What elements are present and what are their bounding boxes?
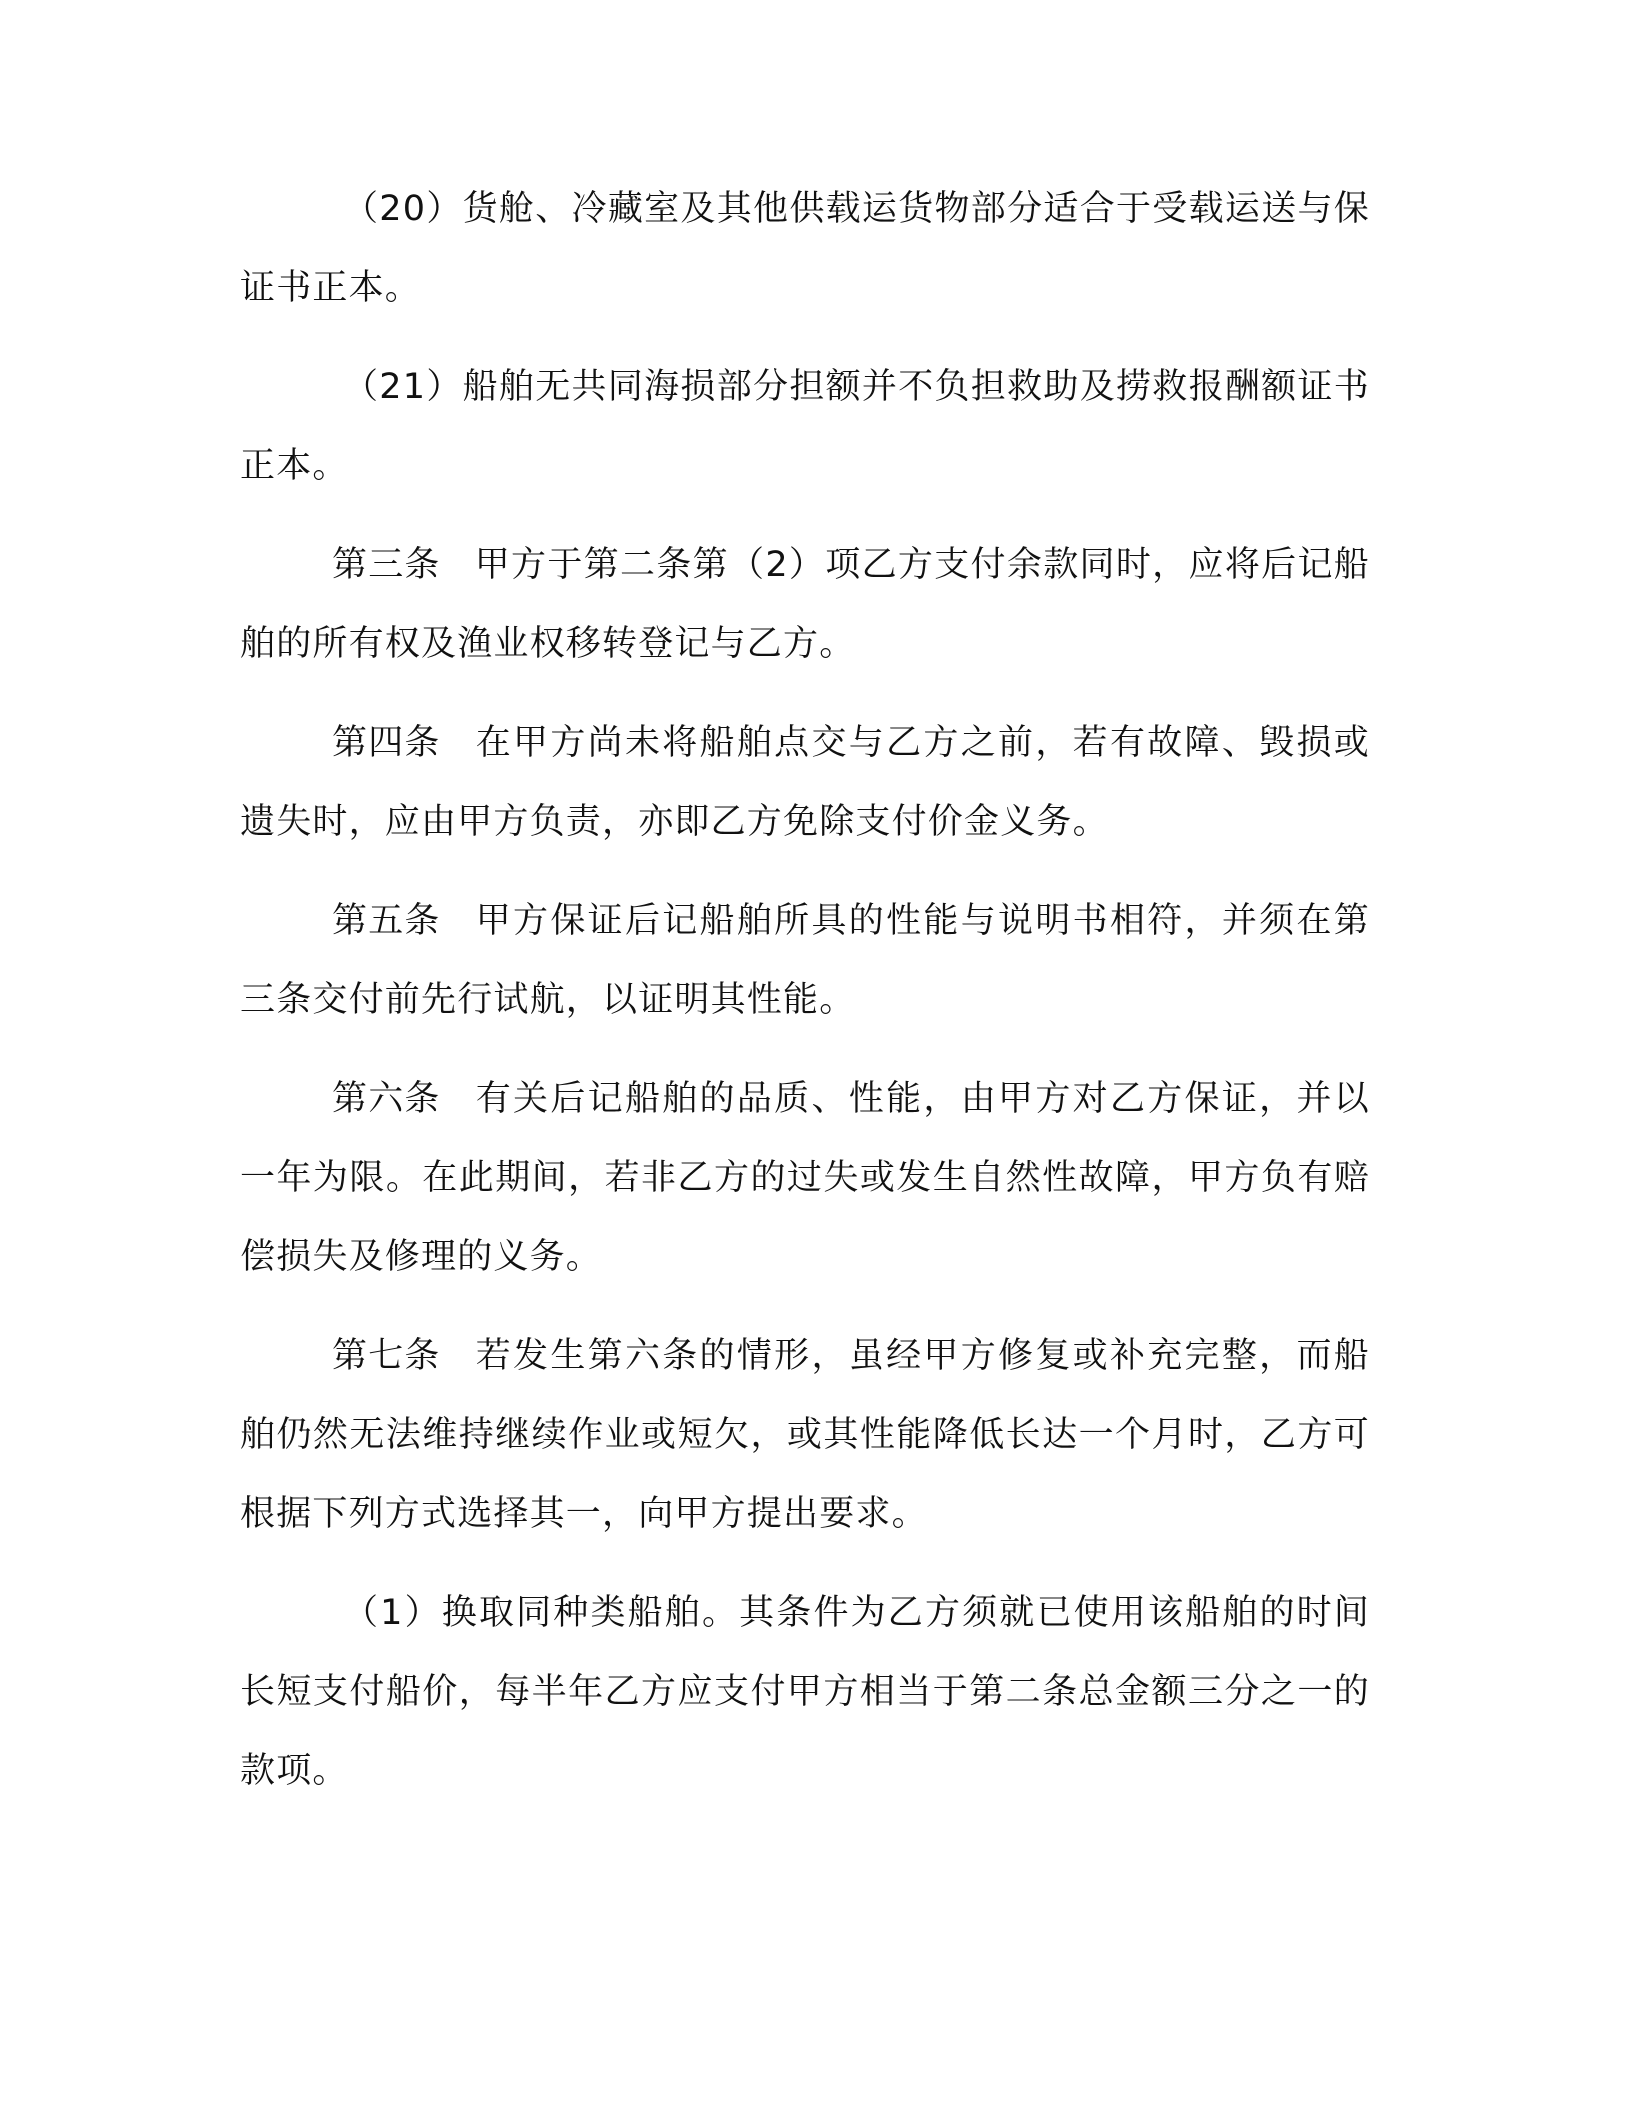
article-6-label: 第六条 <box>332 1079 441 1119</box>
item-20-text: （20）货舱、冷藏室及其他供载运货物部分适合于受载运送与保证书正本。 <box>240 189 1370 308</box>
article-3-text: 甲方于第二条第（2）项乙方支付余款同时，应将后记船舶的所有权及渔业权移转登记与乙方。 <box>240 545 1370 664</box>
article-7-text: 若发生第六条的情形，虽经甲方修复或补充完整，而船舶仍然无法维持继续作业或短欠，或其性能降低长达一个月时，乙方可根据下列方式选择其一，向甲方提出要求。 <box>240 1336 1370 1534</box>
article-6-text: 有关后记船舶的品质、性能，由甲方对乙方保证，并以一年为限。在此期间，若非乙方的过失或发生自然性故障，甲方负有赔偿损失及修理的义务。 <box>240 1079 1370 1277</box>
article-7-label: 第七条 <box>332 1336 441 1376</box>
article-3-label: 第三条 <box>332 545 441 585</box>
article-5-label: 第五条 <box>332 901 441 941</box>
option-1-paragraph <box>240 1574 1370 1811</box>
article-4-text: 在甲方尚未将船舶点交与乙方之前，若有故障、毁损或遗失时，应由甲方负责，亦即乙方免除支付价金义务。 <box>240 723 1370 842</box>
article-5-paragraph <box>240 882 1370 1040</box>
item-21-paragraph <box>240 348 1370 506</box>
article-5-text: 甲方保证后记船舶所具的性能与说明书相符，并须在第三条交付前先行试航，以证明其性能。 <box>240 901 1370 1020</box>
article-7-paragraph <box>240 1317 1370 1554</box>
article-4-label: 第四条 <box>332 723 441 763</box>
article-4-paragraph <box>240 704 1370 862</box>
item-21-text: （21）船舶无共同海损部分担额并不负担救助及捞救报酬额证书正本。 <box>240 367 1370 486</box>
item-20-paragraph <box>240 170 1370 328</box>
article-3-paragraph <box>240 526 1370 684</box>
article-6-paragraph <box>240 1060 1370 1297</box>
document-body <box>240 170 1370 1811</box>
option-1-text: （1）换取同种类船舶。其条件为乙方须就已使用该船舶的时间长短支付船价，每半年乙方应支付甲方相当于第二条总金额三分之一的款项。 <box>240 1593 1370 1791</box>
